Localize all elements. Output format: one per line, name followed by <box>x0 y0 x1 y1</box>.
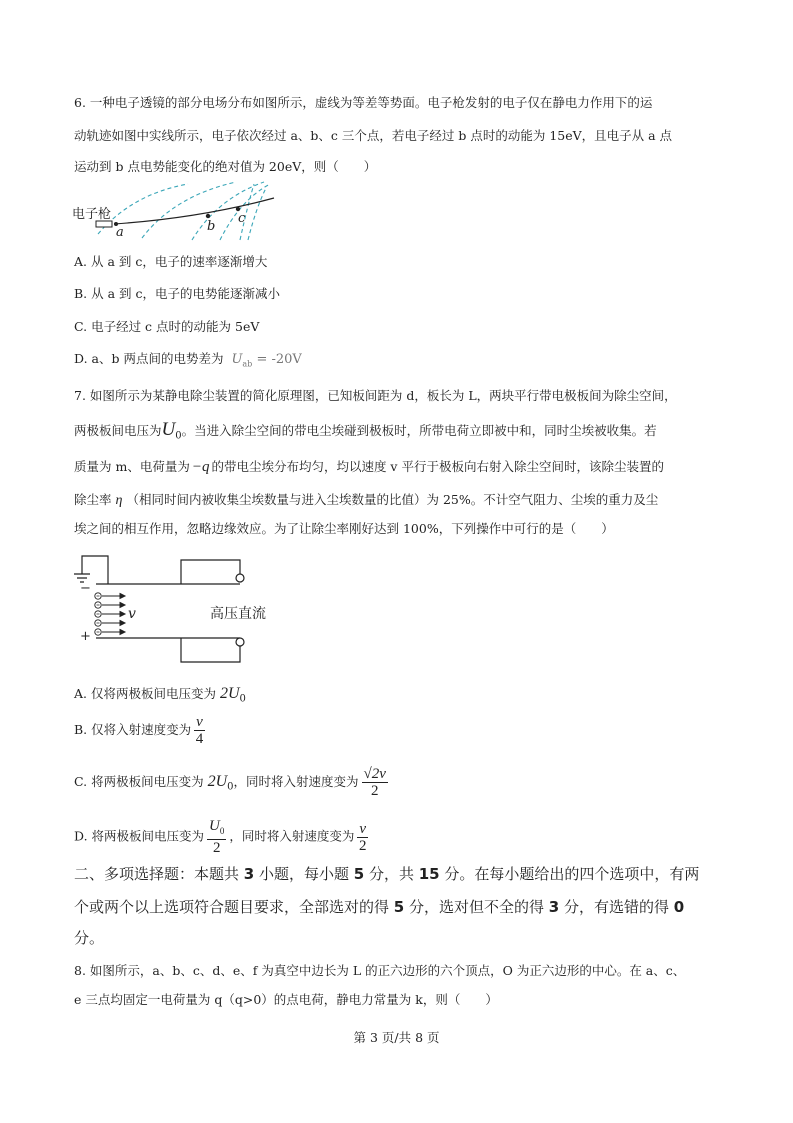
q6-line-2: 动轨迹如图中实线所示，电子依次经过 a、b、c 三个点，若电子经过 b 点时的动能为 15eV，且电子从 a 点 <box>74 128 673 143</box>
point-a-label: a <box>116 225 124 240</box>
q7-option-d[interactable]: D. 将两极板间电压变为 $\frac{U_0}{2}$ ，同时将入射速度变为 $\frac{v}{2}$ <box>74 818 367 856</box>
dust-collector-figure <box>70 548 310 673</box>
section2-line-1: 二、多项选择题：本题共 3 小题，每小题 5 分，共 15 分。在每小题给出的四个选项中，有两 <box>74 865 700 883</box>
velocity-arrows <box>102 594 125 635</box>
point-c-label: c <box>238 211 246 226</box>
q7-option-b[interactable]: B. 仅将入射速度变为 $\frac{v}{4}$ <box>74 714 204 747</box>
terminal-top <box>236 574 244 582</box>
q6-line-3: 运动到 b 点电势能变化的绝对值为 20eV，则（ ） <box>74 159 377 174</box>
q7-line-1: 7. 如图所示为某静电除尘装置的简化原理图，已知板间距为 d，板长为 L，两块平行带电极板间为除尘空间， <box>74 388 677 403</box>
q7-line-5: 埃之间的相互作用，忽略边缘效应。为了让除尘率刚好达到 100%，下列操作中可行的是（ ） <box>74 521 614 536</box>
ground-wire <box>82 556 108 584</box>
electron-gun-label: 电子枪 <box>72 207 112 222</box>
electron-lens-figure <box>70 180 295 244</box>
top-wire <box>181 560 240 584</box>
q6-option-d[interactable] <box>74 349 302 369</box>
q7-line-4: 除尘率 η （相同时间内被收集尘埃数量与进入尘埃数量的比值）为 25%。不计空气阻力、尘埃的重力及尘 <box>74 492 659 508</box>
q6-line-1: 6. 一种电子透镜的部分电场分布如图所示，虚线为等差等势面。电子枪发射的电子仅在静电力作用下的运 <box>74 95 653 110</box>
point-b-dot <box>206 214 210 218</box>
plus-sign: + <box>80 629 91 644</box>
velocity-label: v <box>128 606 136 622</box>
bottom-wire <box>181 638 240 662</box>
q7-option-a[interactable]: A. 仅将两极板间电压变为 $2U_0$ <box>74 685 246 705</box>
electron-trajectory <box>114 198 274 224</box>
q7-line-3: 质量为 m、电荷量为 −q 的带电尘埃分布均匀，均以速度 v 平行于极板向右射入除尘空间时，该除尘装置的 <box>74 459 664 475</box>
point-b-label: b <box>207 219 216 234</box>
section2-line-2: 个或两个以上选项符合题目要求，全部选对的得 5 分，选对但不全的得 3 分，有选错的得 0 <box>74 898 685 916</box>
minus-sign: − <box>80 581 91 596</box>
q8-line-1: 8. 如图所示，a、b、c、d、e、f 为真空中边长为 L 的正六边形的六个顶点，O 为正六边形的中心。在 a、c、 <box>74 963 686 978</box>
q6-option-a[interactable]: A. 从 a 到 c，电子的速率逐渐增大 <box>74 254 268 269</box>
q8-line-2: e 三点均固定一电荷量为 q（q>0）的点电荷，静电力常量为 k，则（ ） <box>74 992 498 1007</box>
q6-option-d-text: D. a、b 两点间的电势差为 <box>74 351 224 366</box>
voltage-u0: U <box>161 419 176 440</box>
q6-option-c[interactable]: C. 电子经过 c 点时的动能为 5eV <box>74 319 260 334</box>
q6-option-b[interactable]: B. 从 a 到 c，电子的电势能逐渐减小 <box>74 286 281 301</box>
terminal-bottom <box>236 638 244 646</box>
power-supply-label: 高压直流 <box>210 606 266 622</box>
q7-line-2: 两极板间电压为$U_0$。当进入除尘空间的带电尘埃碰到极板时，所带电荷立即被中和，同时尘埃被收集。若 <box>74 419 657 442</box>
page-footer: 第 3 页/共 8 页 <box>353 1030 440 1045</box>
q7-option-c[interactable]: C. 将两极板间电压变为 $2U_0$，同时将入射速度变为 $\frac{√2v}{2}$ <box>74 766 386 799</box>
section2-line-3: 分。 <box>74 929 105 947</box>
q6-option-d-formula: $U_{ab} = -20V$ <box>231 352 302 369</box>
